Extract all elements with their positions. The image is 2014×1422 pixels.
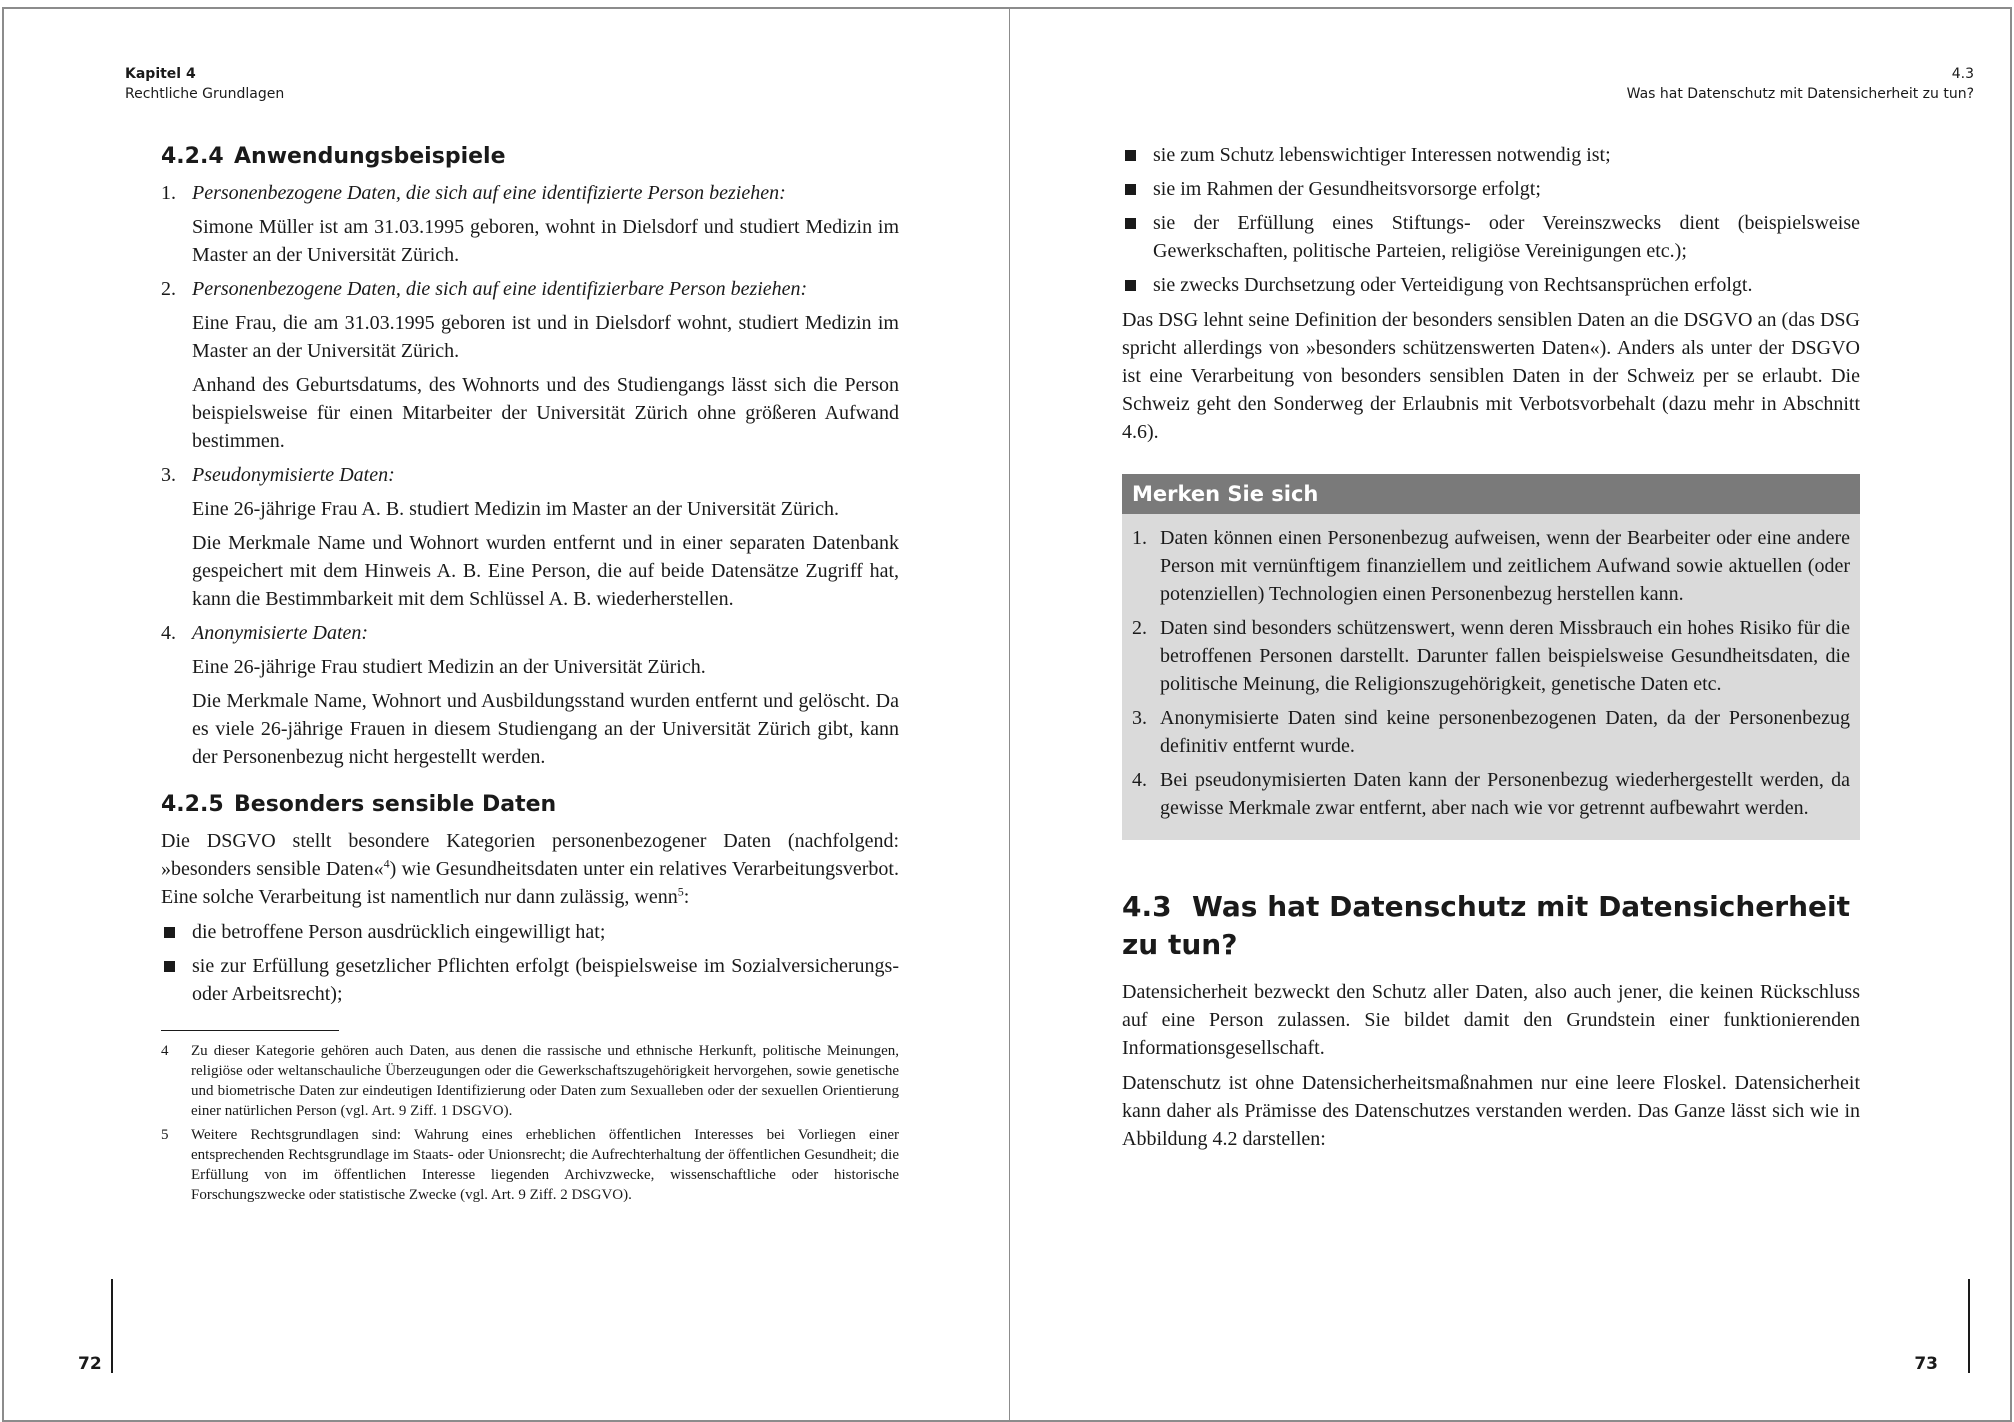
footnote-text: Weitere Rechtsgrundlagen sind: Wahrung eines erheblichen öffentlichen Interesses bei Vorliegen einer entsprechenden Rechtsgrundlage im Staats- oder Unionsrecht; die Aufrechterhaltung der öffentlichen Gesundheit; die Erfüllung von im öffentlichen Interesse liegenden Archivzwecke, wissenschaftliche oder historische Forschungszwecke oder statistische Zwecke (vgl. Art. 9 Ziff. 2 DSGVO). [191,1127,899,1203]
paragraph: Datensicherheit bezweckt den Schutz aller Daten, also auch jener, die keinen Rückschluss auf eine Person zulassen. Sie bildet damit den Grundstein einer funktionierenden Informationsgesellschaft. [1122,981,1860,1059]
footnote-ref-5[interactable]: 5 [677,884,684,899]
footnote-number: 4 [161,1043,169,1059]
section-label: 4.3 [1951,66,1974,82]
example-heading-text: Personenbezogene Daten, die sich auf eine identifizierbare Person beziehen: [192,278,808,300]
square-bullet-icon [164,927,175,938]
summary-box [1122,474,1860,840]
list-item-text: die betroffene Person ausdrücklich eingewilligt hat; [192,921,606,943]
list-item [161,952,899,1008]
example-heading-text: Personenbezogene Daten, die sich auf eine identifizierte Person beziehen: [192,182,786,204]
list-item-text: sie der Erfüllung eines Stiftungs- oder Vereinszwecks dient (beispielsweise Gewerkschaften, politische Parteien, religiöse Vereinigungen etc.); [1153,212,1860,262]
example-body [161,653,899,771]
section-title: Besonders sensible Daten [234,792,557,817]
paragraph: Die Merkmale Name und Wohnort wurden entfernt und in einer separaten Datenbank gespeichert mit dem Hinweis A. B. Eine Person, die auf beide Datensätze Zugriff hat, kann die Bestimmbarkeit mit dem Schlüssel A. B. wiederherstellen. [192,532,899,610]
section-title: Was hat Datenschutz mit Datensicherheit zu tun? [1122,890,1851,961]
summary-item-text: Daten können einen Personenbezug aufweisen, wenn der Bearbeiter oder eine andere Person mit vernünftigem finanziellem und zeitlichem Aufwand sowie aktuellen (oder potenziellen) Technologien einen Personenbezug herstellen kann. [1160,527,1850,605]
example-number: 1. [161,182,176,204]
list-item [1122,209,1860,265]
page-number: 73 [1914,1354,1938,1374]
list-item-text: sie zur Erfüllung gesetzlicher Pflichten erfolgt (beispielsweise im Sozialversicherungs- oder Arbeitsrecht); [192,955,899,1005]
paragraph: Die Merkmale Name, Wohnort und Ausbildungsstand wurden entfernt und gelöscht. Da es viele 26-jährige Frauen in diesem Studiengang an der Universität Zürich gibt, kann der Personenbezug nicht hergestellt werden. [192,690,899,768]
running-header-right [1627,64,1974,104]
summary-item [1132,524,1850,608]
section-number: 4.2.5 [161,792,224,817]
example-item [161,179,899,269]
right-text-column [1122,141,1860,1160]
paragraph: Eine Frau, die am 31.03.1995 geboren ist und in Dielsdorf wohnt, studiert Medizin im Master an der Universität Zürich. [192,312,899,362]
intro-paragraph [161,827,899,911]
square-bullet-icon [1125,150,1136,161]
section-heading-4-2-5 [161,789,899,821]
footnote-number: 5 [161,1127,169,1143]
example-heading [161,461,899,489]
example-body [161,213,899,269]
running-header-left [125,64,284,104]
footnote [161,1125,899,1205]
example-item [161,619,899,771]
footnote-text: Zu dieser Kategorie gehören auch Daten, aus denen die rassische und ethnische Herkunft, politische Meinungen, religiöse oder weltanschauliche Überzeugungen oder die Gewerkschaftszugehörigkeit hervorgehen, sowie genetische und biometrische Daten zur eindeutigen Identifizierung oder Daten zum Sexualleben oder der sexuellen Orientierung einer natürlichen Person (vgl. Art. 9 Ziff. 1 DSGVO). [191,1043,899,1119]
paragraph: Eine 26-jährige Frau A. B. studiert Medizin im Master an der Universität Zürich. [192,498,840,520]
example-number: 2. [161,278,176,300]
example-item [161,461,899,613]
list-item-text: sie zum Schutz lebenswichtiger Interessen notwendig ist; [1153,144,1611,166]
example-body [161,309,899,455]
section-number: 4.2.4 [161,144,224,169]
paragraph: Eine 26-jährige Frau studiert Medizin an der Universität Zürich. [192,656,706,678]
intro-text-c: : [683,886,690,908]
example-heading [161,179,899,207]
paragraph: Simone Müller ist am 31.03.1995 geboren, wohnt in Dielsdorf und studiert Medizin im Master an der Universität Zürich. [192,216,899,266]
list-item [1122,175,1860,203]
example-item [161,275,899,455]
example-heading-text: Anonymisierte Daten: [192,622,369,644]
summary-item-text: Anonymisierte Daten sind keine personenbezogenen Daten, da der Personenbezug definitiv entfernt wurde. [1160,707,1850,757]
list-item [1122,271,1860,299]
footnote-ref-4[interactable]: 4 [383,856,390,871]
summary-item-number: 4. [1132,769,1147,791]
right-page [1009,7,2012,1422]
intro-text-b: ) wie Gesundheitsdaten unter ein relatives Verarbeitungsverbot. Eine solche Verarbeitung ist namentlich nur dann zulässig, wenn [161,858,899,908]
chapter-label: Kapitel 4 [125,66,196,82]
list-item-text: sie zwecks Durchsetzung oder Verteidigung von Rechtsansprüchen erfolgt. [1153,274,1753,296]
summary-item-number: 3. [1132,707,1147,729]
left-text-column [161,141,899,1209]
square-bullet-icon [1125,280,1136,291]
example-heading [161,275,899,303]
section-heading-4-2-4 [161,141,899,173]
condition-list-continued [1122,141,1860,299]
paragraph: Datenschutz ist ohne Datensicherheitsmaßnahmen nur eine leere Floskel. Datensicherheit kann daher als Prämisse des Datenschutzes verstanden werden. Das Ganze lässt sich wie in Abbildung 4.2 darstellen: [1122,1072,1860,1150]
footnote-divider [161,1030,339,1031]
section-heading-4-3 [1122,888,1860,964]
condition-list [161,918,899,1008]
summary-list [1122,514,1860,840]
paragraph: Anhand des Geburtsdatums, des Wohnorts und des Studiengangs lässt sich die Person beispielsweise für einen Mitarbeiter der Universität Zürich ohne größeren Aufwand bestimmen. [192,374,899,452]
summary-item-text: Daten sind besonders schützenswert, wenn deren Missbrauch ein hohes Risiko für die betroffenen Personen darstellt. Darunter fallen beispielsweise Gesundheitsdaten, die politische Meinung, die Religionszugehörigkeit, genetische Daten etc. [1160,617,1850,695]
summary-item-text: Bei pseudonymisierten Daten kann der Personenbezug wiederhergestellt werden, da gewisse Merkmale zwar entfernt, aber nach wie vor getrennt aufbewahrt werden. [1160,769,1850,819]
example-number: 3. [161,464,176,486]
intro-text-a: Die DSGVO stellt besondere Kategorien personenbezogener Daten (nachfolgend: »besonders sensible Daten« [161,830,899,880]
example-heading-text: Pseudonymisierte Daten: [192,464,395,486]
example-heading [161,619,899,647]
square-bullet-icon [1125,184,1136,195]
page-number-rule [1968,1279,1970,1373]
summary-item-number: 1. [1132,527,1147,549]
page-number: 72 [78,1354,102,1374]
page-number-rule [111,1279,113,1373]
square-bullet-icon [1125,218,1136,229]
summary-item [1132,614,1850,698]
dsg-paragraph: Das DSG lehnt seine Definition der besonders sensiblen Daten an die DSGVO an (das DSG spricht allerdings von »besonders schützenswerten Daten«). Anders als unter der DSGVO ist eine Verarbeitung von besonders sensiblen Daten in der Schweiz per se erlaubt. Die Schweiz geht den Sonderweg der Erlaubnis mit Verbotsvorbehalt (dazu mehr in Abschnitt 4.6). [1122,309,1860,443]
list-item [161,918,899,946]
section-title-header: Was hat Datenschutz mit Datensicherheit zu tun? [1626,86,1974,102]
footnote [161,1041,899,1121]
summary-item [1132,704,1850,760]
square-bullet-icon [164,961,175,972]
section-title: Anwendungsbeispiele [234,144,506,169]
example-number: 4. [161,622,176,644]
left-page [2,7,1010,1422]
summary-item-number: 2. [1132,617,1147,639]
list-item-text: sie im Rahmen der Gesundheitsvorsorge erfolgt; [1153,178,1541,200]
summary-box-title: Merken Sie sich [1122,474,1860,514]
example-body [161,495,899,613]
chapter-title: Rechtliche Grundlagen [125,86,285,102]
summary-item [1132,766,1850,822]
list-item [1122,141,1860,169]
section-number: 4.3 [1122,890,1172,923]
